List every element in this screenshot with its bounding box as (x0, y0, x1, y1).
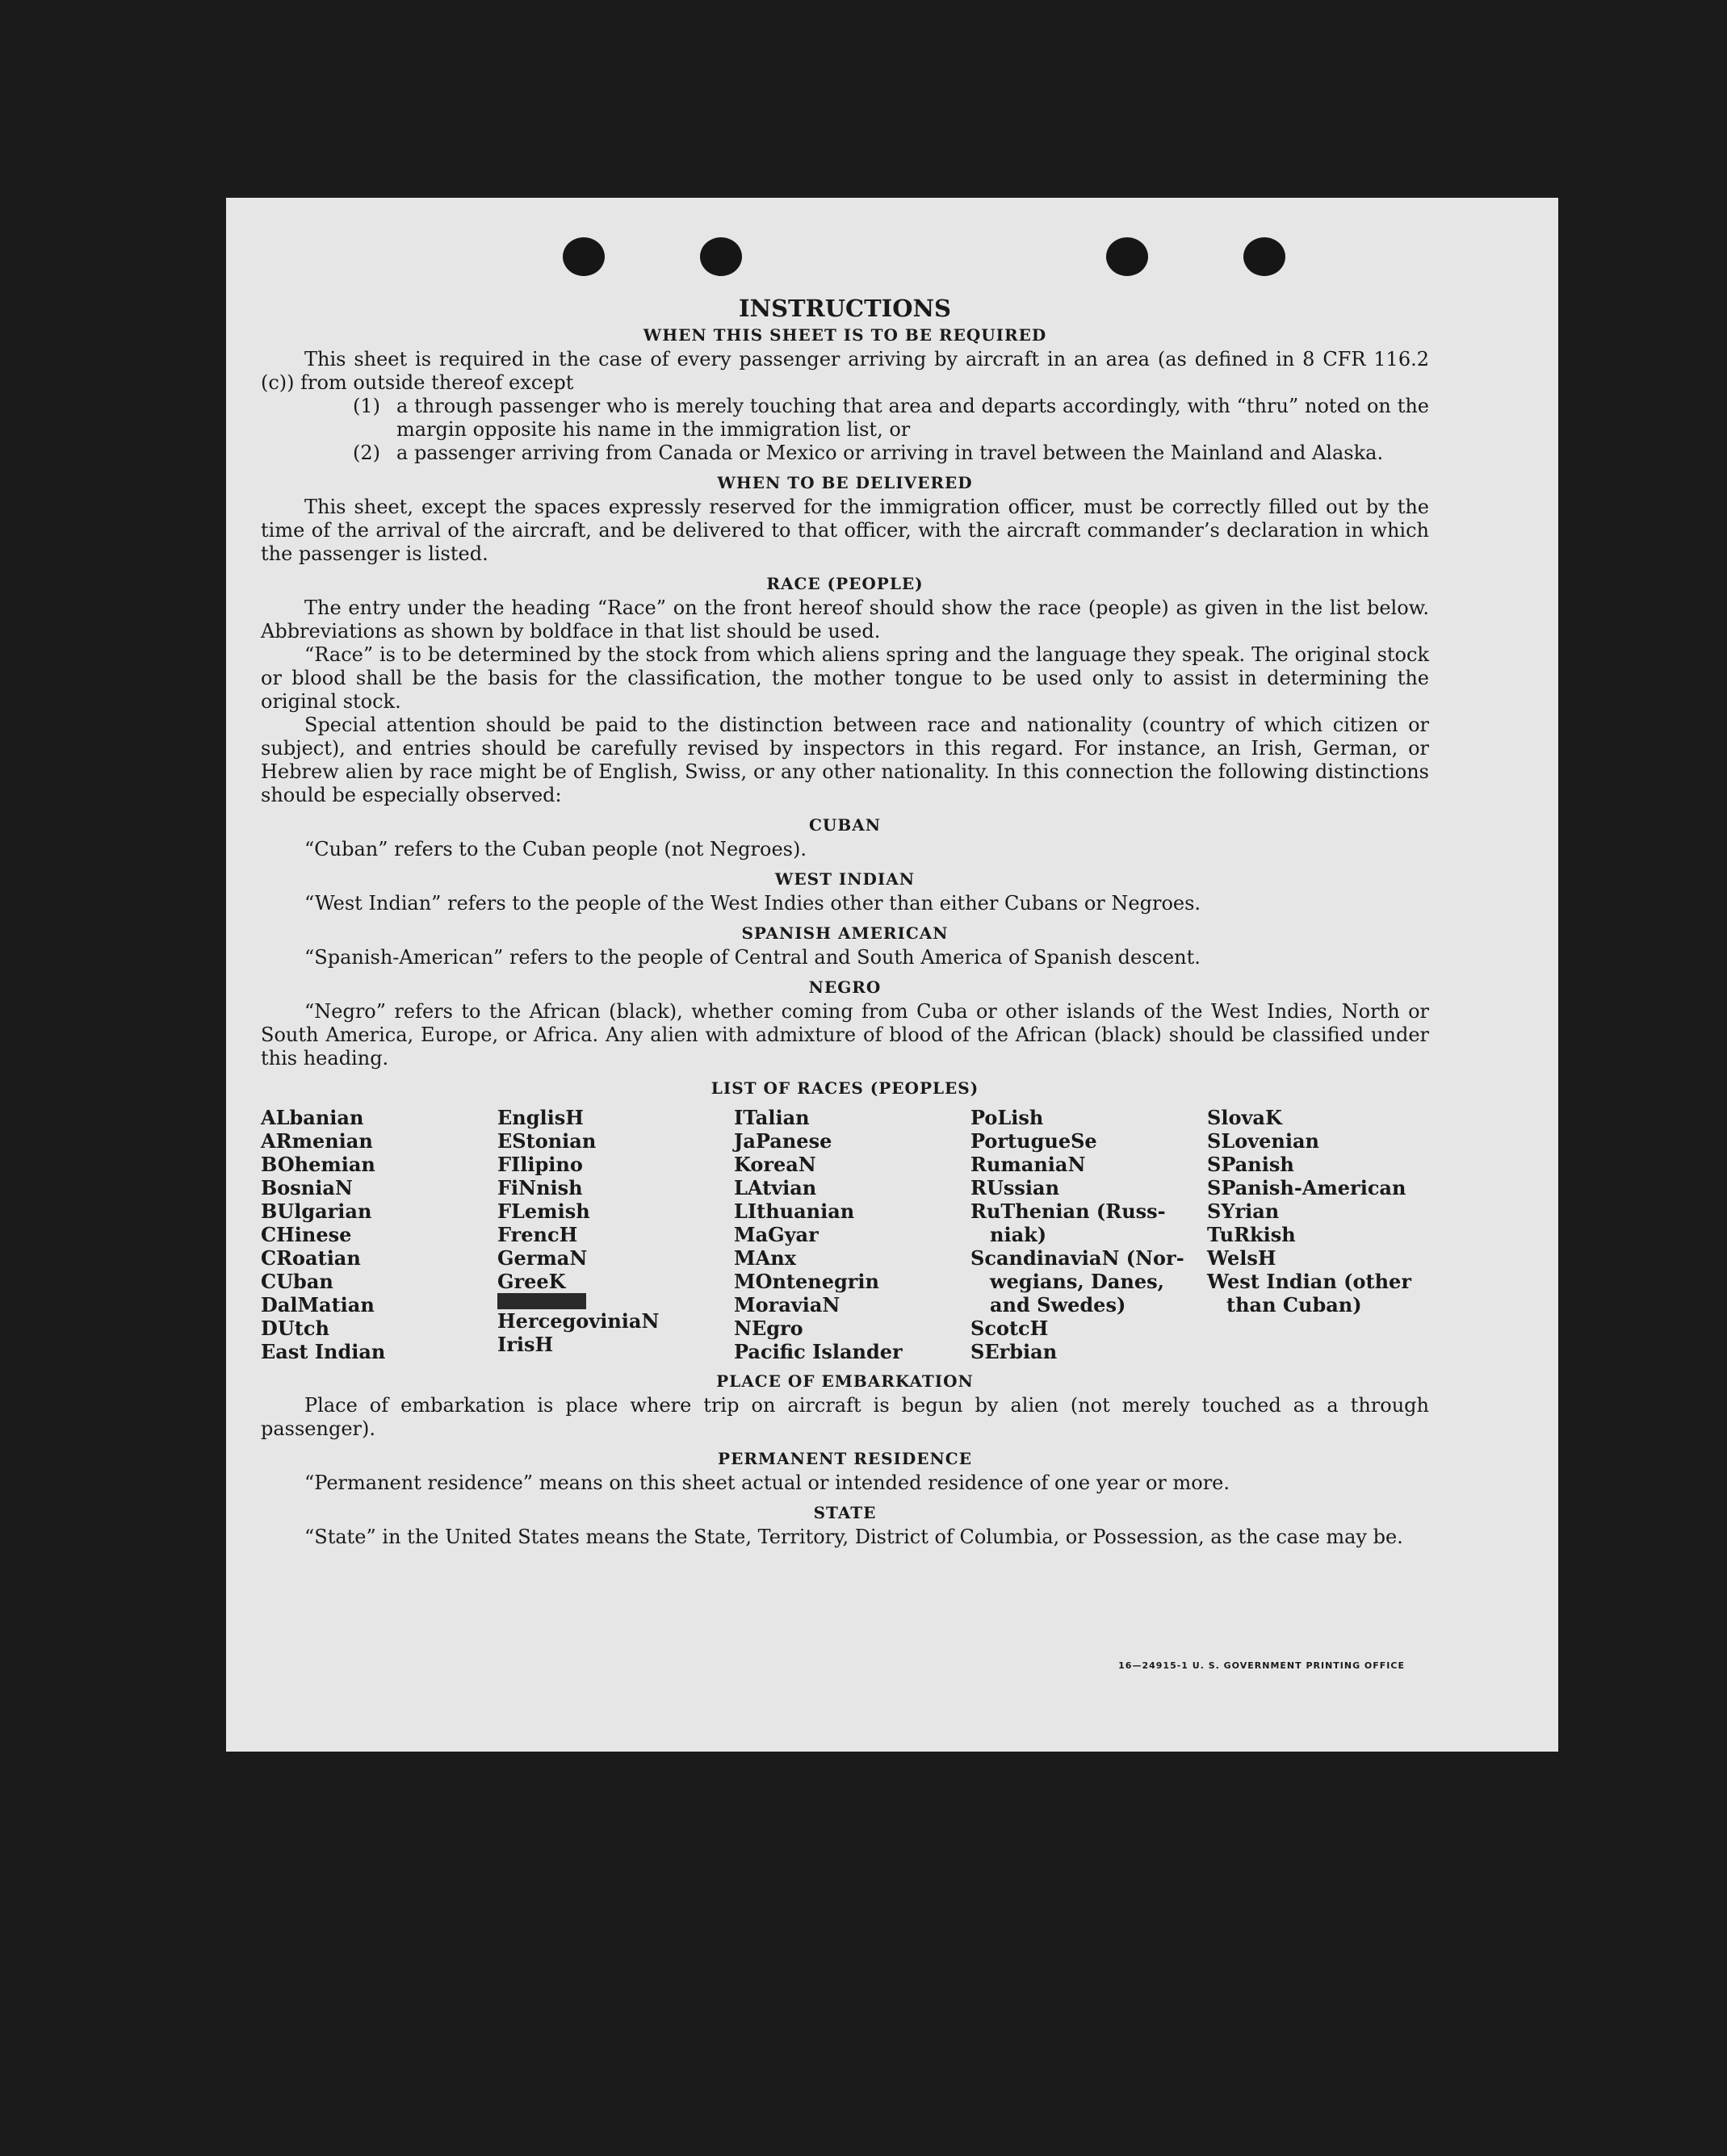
race-item: MoraviaN (734, 1293, 840, 1317)
race-item: HercegoviniaN (497, 1309, 660, 1333)
paragraph: “State” in the United States means the State, Territory, District of Columbia, or Possession, as the case may be. (304, 1526, 1403, 1548)
section-heading: SPANISH AMERICAN (741, 923, 949, 943)
printer-imprint: 16—24915-1 U. S. GOVERNMENT PRINTING OFFICE (1118, 1660, 1405, 1671)
section-heading: STATE (813, 1503, 877, 1522)
race-item-continued: than Cuban) (1226, 1293, 1362, 1317)
punch-hole (1243, 237, 1285, 276)
race-column-3 (734, 1106, 970, 1363)
section-heading: PLACE OF EMBARKATION (716, 1371, 974, 1391)
race-item: SLovenian (1207, 1129, 1319, 1153)
paragraph: Special attention should be paid to the distinction between race and nationality (country of which citizen or subject), and entries should be carefully revised by inspectors in this regard. For instance, an Irish, German, or Hebrew alien by race might be of English, Swiss, or any other nationality. In this connection the following distinctions should be especially observed: (261, 714, 1429, 806)
redaction-mark (497, 1293, 586, 1309)
race-item-continued: niak) (990, 1223, 1047, 1246)
race-item: SPanish (1207, 1153, 1294, 1176)
race-item: BOhemian (261, 1153, 375, 1176)
race-item: RumaniaN (970, 1153, 1086, 1176)
race-item: DUtch (261, 1317, 329, 1340)
race-item: CHinese (261, 1223, 352, 1246)
page-title: INSTRUCTIONS (739, 295, 951, 322)
paragraph: This sheet is required in the case of every passenger arriving by aircraft in an area (as defined in 8 CFR 116.2 (c)) from outside thereof except (261, 348, 1429, 394)
list-item (261, 395, 1429, 442)
race-item: BUlgarian (261, 1199, 372, 1223)
race-item: CUban (261, 1270, 333, 1293)
paragraph: “Race” is to be determined by the stock from which aliens spring and the language they speak. The original stock or blood shall be the basis for the classification, the mother tongue to be used only to assist in determining the original stock. (261, 643, 1429, 713)
race-item: LAtvian (734, 1176, 817, 1199)
race-column-1 (261, 1106, 497, 1363)
section-heading: PERMANENT RESIDENCE (718, 1449, 972, 1468)
race-item: ARmenian (261, 1129, 373, 1153)
section-heading: WHEN TO BE DELIVERED (717, 473, 973, 492)
race-item-continued: and Swedes) (990, 1293, 1126, 1317)
race-item: FrencH (497, 1223, 578, 1246)
section-heading: CUBAN (808, 815, 882, 835)
race-item: West Indian (other (1207, 1270, 1411, 1293)
race-item: BosniaN (261, 1176, 353, 1199)
race-column-2 (497, 1106, 734, 1363)
paragraph: The entry under the heading “Race” on the front hereof should show the race (people) as given in the list below. Abbreviations as shown by boldface in that list should be used. (261, 597, 1429, 643)
instruction-sheet (226, 198, 1558, 1752)
race-item: SlovaK (1207, 1106, 1282, 1129)
race-item: NEgro (734, 1317, 803, 1340)
race-item: FLemish (497, 1199, 590, 1223)
paragraph: This sheet, except the spaces expressly reserved for the immigration officer, must be correctly filled out by the time of the arrival of the aircraft, and be delivered to that officer, with the aircraft commander’s declaration in which the passenger is listed. (261, 496, 1429, 565)
race-item-continued: wegians, Danes, (990, 1270, 1164, 1293)
race-item: PortugueSe (970, 1129, 1097, 1153)
race-item: ALbanian (261, 1106, 364, 1129)
punch-hole (1106, 237, 1148, 276)
race-item: MAnx (734, 1246, 796, 1270)
punch-hole (700, 237, 742, 276)
race-column-5 (1207, 1106, 1449, 1363)
paragraph: “Cuban” refers to the Cuban people (not Negroes). (304, 838, 807, 860)
race-item: EStonian (497, 1129, 597, 1153)
race-item: SYrian (1207, 1199, 1280, 1223)
race-item: MaGyar (734, 1223, 819, 1246)
punch-hole (563, 237, 605, 276)
item-text: a through passenger who is merely touching that area and departs accordingly, with “thru” noted on the margin opposite his name in the immigration list, or (396, 395, 1429, 441)
section-heading: RACE (PEOPLE) (766, 574, 924, 593)
race-item: SPanish-American (1207, 1176, 1406, 1199)
paragraph: “West Indian” refers to the people of the West Indies other than either Cubans or Negroes. (304, 892, 1201, 915)
paragraph: “Negro” refers to the African (black), whether coming from Cuba or other islands of the West Indies, North or South America, Europe, or Africa. Any alien with admixture of blood of the African (black) should be classified under this heading. (261, 1000, 1429, 1070)
race-item: East Indian (261, 1340, 386, 1363)
race-item: FiNnish (497, 1176, 583, 1199)
race-item: ScotcH (970, 1317, 1049, 1340)
race-item: IrisH (497, 1333, 554, 1356)
list-item (261, 442, 1429, 465)
section-heading: NEGRO (808, 978, 882, 997)
section-heading: LIST OF RACES (PEOPLES) (711, 1078, 979, 1098)
item-text: a passenger arriving from Canada or Mexico or arriving in travel between the Mainland and Alaska. (396, 442, 1384, 464)
race-item: MOntenegrin (734, 1270, 879, 1293)
race-list (261, 1106, 1429, 1363)
race-item: RUssian (970, 1176, 1060, 1199)
race-item: RuThenian (Russ- (970, 1199, 1166, 1223)
race-item: ScandinaviaN (Nor- (970, 1246, 1184, 1270)
item-number: (1) (353, 395, 380, 417)
race-item: FIlipino (497, 1153, 583, 1176)
race-item: JaPanese (734, 1129, 832, 1153)
race-item: Pacific Islander (734, 1340, 903, 1363)
section-heading: WEST INDIAN (774, 869, 916, 889)
race-item: CRoatian (261, 1246, 361, 1270)
paragraph: “Spanish-American” refers to the people of Central and South America of Spanish descent. (304, 946, 1201, 969)
race-item: GreeK (497, 1270, 566, 1293)
item-number: (2) (353, 442, 380, 464)
race-item: GermaN (497, 1246, 588, 1270)
race-item-redacted (497, 1293, 734, 1309)
race-item: KoreaN (734, 1153, 816, 1176)
paragraph: Place of embarkation is place where trip on aircraft is begun by alien (not merely touched as a through passenger). (261, 1394, 1429, 1440)
race-item: PoLish (970, 1106, 1044, 1129)
race-item: TuRkish (1207, 1223, 1296, 1246)
race-item: SErbian (970, 1340, 1058, 1363)
race-item: ITalian (734, 1106, 810, 1129)
race-item: LIthuanian (734, 1199, 855, 1223)
paragraph: “Permanent residence” means on this sheet actual or intended residence of one year or more. (304, 1472, 1230, 1494)
section-heading: WHEN THIS SHEET IS TO BE REQUIRED (643, 325, 1047, 345)
race-item: EnglisH (497, 1106, 584, 1129)
race-item: DalMatian (261, 1293, 375, 1317)
race-column-4 (970, 1106, 1207, 1363)
race-item: WelsH (1207, 1246, 1276, 1270)
